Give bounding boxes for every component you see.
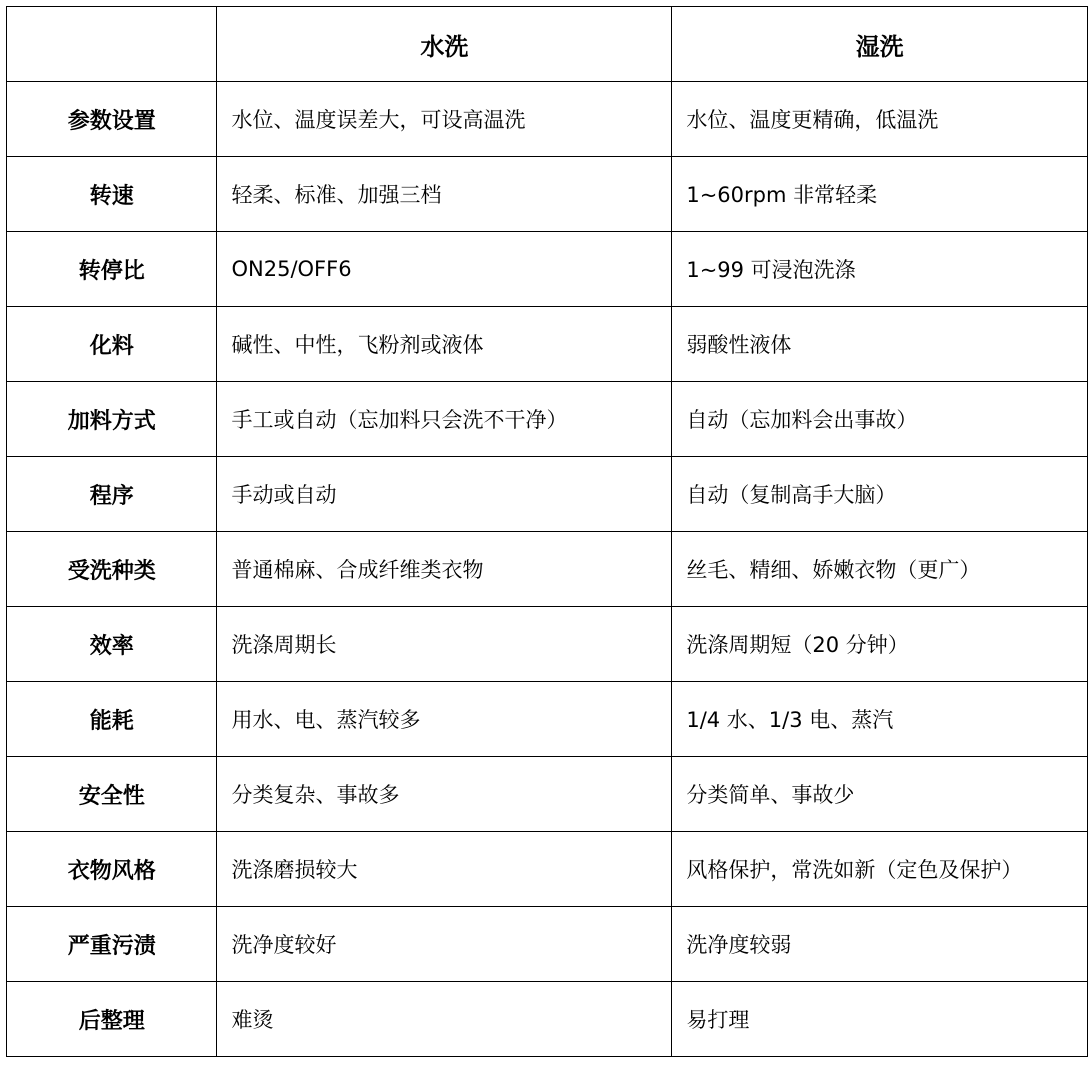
wet-wash-cell: 洗涤周期短（20 分钟） bbox=[672, 607, 1088, 682]
wet-wash-cell: 弱酸性液体 bbox=[672, 307, 1088, 382]
table-row bbox=[7, 157, 1088, 232]
row-label: 转停比 bbox=[7, 232, 217, 307]
row-label: 后整理 bbox=[7, 982, 217, 1057]
water-wash-cell: 用水、电、蒸汽较多 bbox=[217, 682, 672, 757]
wet-wash-cell: 1~99 可浸泡洗涤 bbox=[672, 232, 1088, 307]
row-label: 转速 bbox=[7, 157, 217, 232]
row-label: 加料方式 bbox=[7, 382, 217, 457]
water-wash-cell: 洗净度较好 bbox=[217, 907, 672, 982]
water-wash-cell: 水位、温度误差大，可设高温洗 bbox=[217, 82, 672, 157]
wet-wash-cell: 丝毛、精细、娇嫩衣物（更广） bbox=[672, 532, 1088, 607]
header-wet-wash: 湿洗 bbox=[672, 7, 1088, 82]
wet-wash-cell: 分类简单、事故少 bbox=[672, 757, 1088, 832]
table-row bbox=[7, 457, 1088, 532]
water-wash-cell: 洗涤周期长 bbox=[217, 607, 672, 682]
row-label: 衣物风格 bbox=[7, 832, 217, 907]
wet-wash-cell: 洗净度较弱 bbox=[672, 907, 1088, 982]
wet-wash-cell: 1~60rpm 非常轻柔 bbox=[672, 157, 1088, 232]
row-label: 能耗 bbox=[7, 682, 217, 757]
water-wash-cell: 手工或自动（忘加料只会洗不干净） bbox=[217, 382, 672, 457]
row-label: 效率 bbox=[7, 607, 217, 682]
table-row bbox=[7, 982, 1088, 1057]
table-row bbox=[7, 82, 1088, 157]
wet-wash-cell: 水位、温度更精确，低温洗 bbox=[672, 82, 1088, 157]
table-row bbox=[7, 682, 1088, 757]
water-wash-cell: 洗涤磨损较大 bbox=[217, 832, 672, 907]
header-water-wash: 水洗 bbox=[217, 7, 672, 82]
table-row bbox=[7, 832, 1088, 907]
row-label: 化料 bbox=[7, 307, 217, 382]
table-row bbox=[7, 607, 1088, 682]
water-wash-cell: 分类复杂、事故多 bbox=[217, 757, 672, 832]
wet-wash-cell: 自动（复制高手大脑） bbox=[672, 457, 1088, 532]
wet-wash-cell: 易打理 bbox=[672, 982, 1088, 1057]
table-row bbox=[7, 907, 1088, 982]
water-wash-cell: 碱性、中性，飞粉剂或液体 bbox=[217, 307, 672, 382]
row-label: 程序 bbox=[7, 457, 217, 532]
comparison-table bbox=[6, 6, 1088, 1057]
table-row bbox=[7, 757, 1088, 832]
header-blank-cell bbox=[7, 7, 217, 82]
table-row bbox=[7, 307, 1088, 382]
row-label: 受洗种类 bbox=[7, 532, 217, 607]
table-header-row bbox=[7, 7, 1088, 82]
row-label: 参数设置 bbox=[7, 82, 217, 157]
water-wash-cell: 难烫 bbox=[217, 982, 672, 1057]
wet-wash-cell: 1/4 水、1/3 电、蒸汽 bbox=[672, 682, 1088, 757]
water-wash-cell: 手动或自动 bbox=[217, 457, 672, 532]
water-wash-cell: 普通棉麻、合成纤维类衣物 bbox=[217, 532, 672, 607]
table-row bbox=[7, 232, 1088, 307]
table-row bbox=[7, 382, 1088, 457]
wet-wash-cell: 风格保护，常洗如新（定色及保护） bbox=[672, 832, 1088, 907]
row-label: 安全性 bbox=[7, 757, 217, 832]
row-label: 严重污渍 bbox=[7, 907, 217, 982]
water-wash-cell: ON25/OFF6 bbox=[217, 232, 672, 307]
table-row bbox=[7, 532, 1088, 607]
wet-wash-cell: 自动（忘加料会出事故） bbox=[672, 382, 1088, 457]
water-wash-cell: 轻柔、标准、加强三档 bbox=[217, 157, 672, 232]
